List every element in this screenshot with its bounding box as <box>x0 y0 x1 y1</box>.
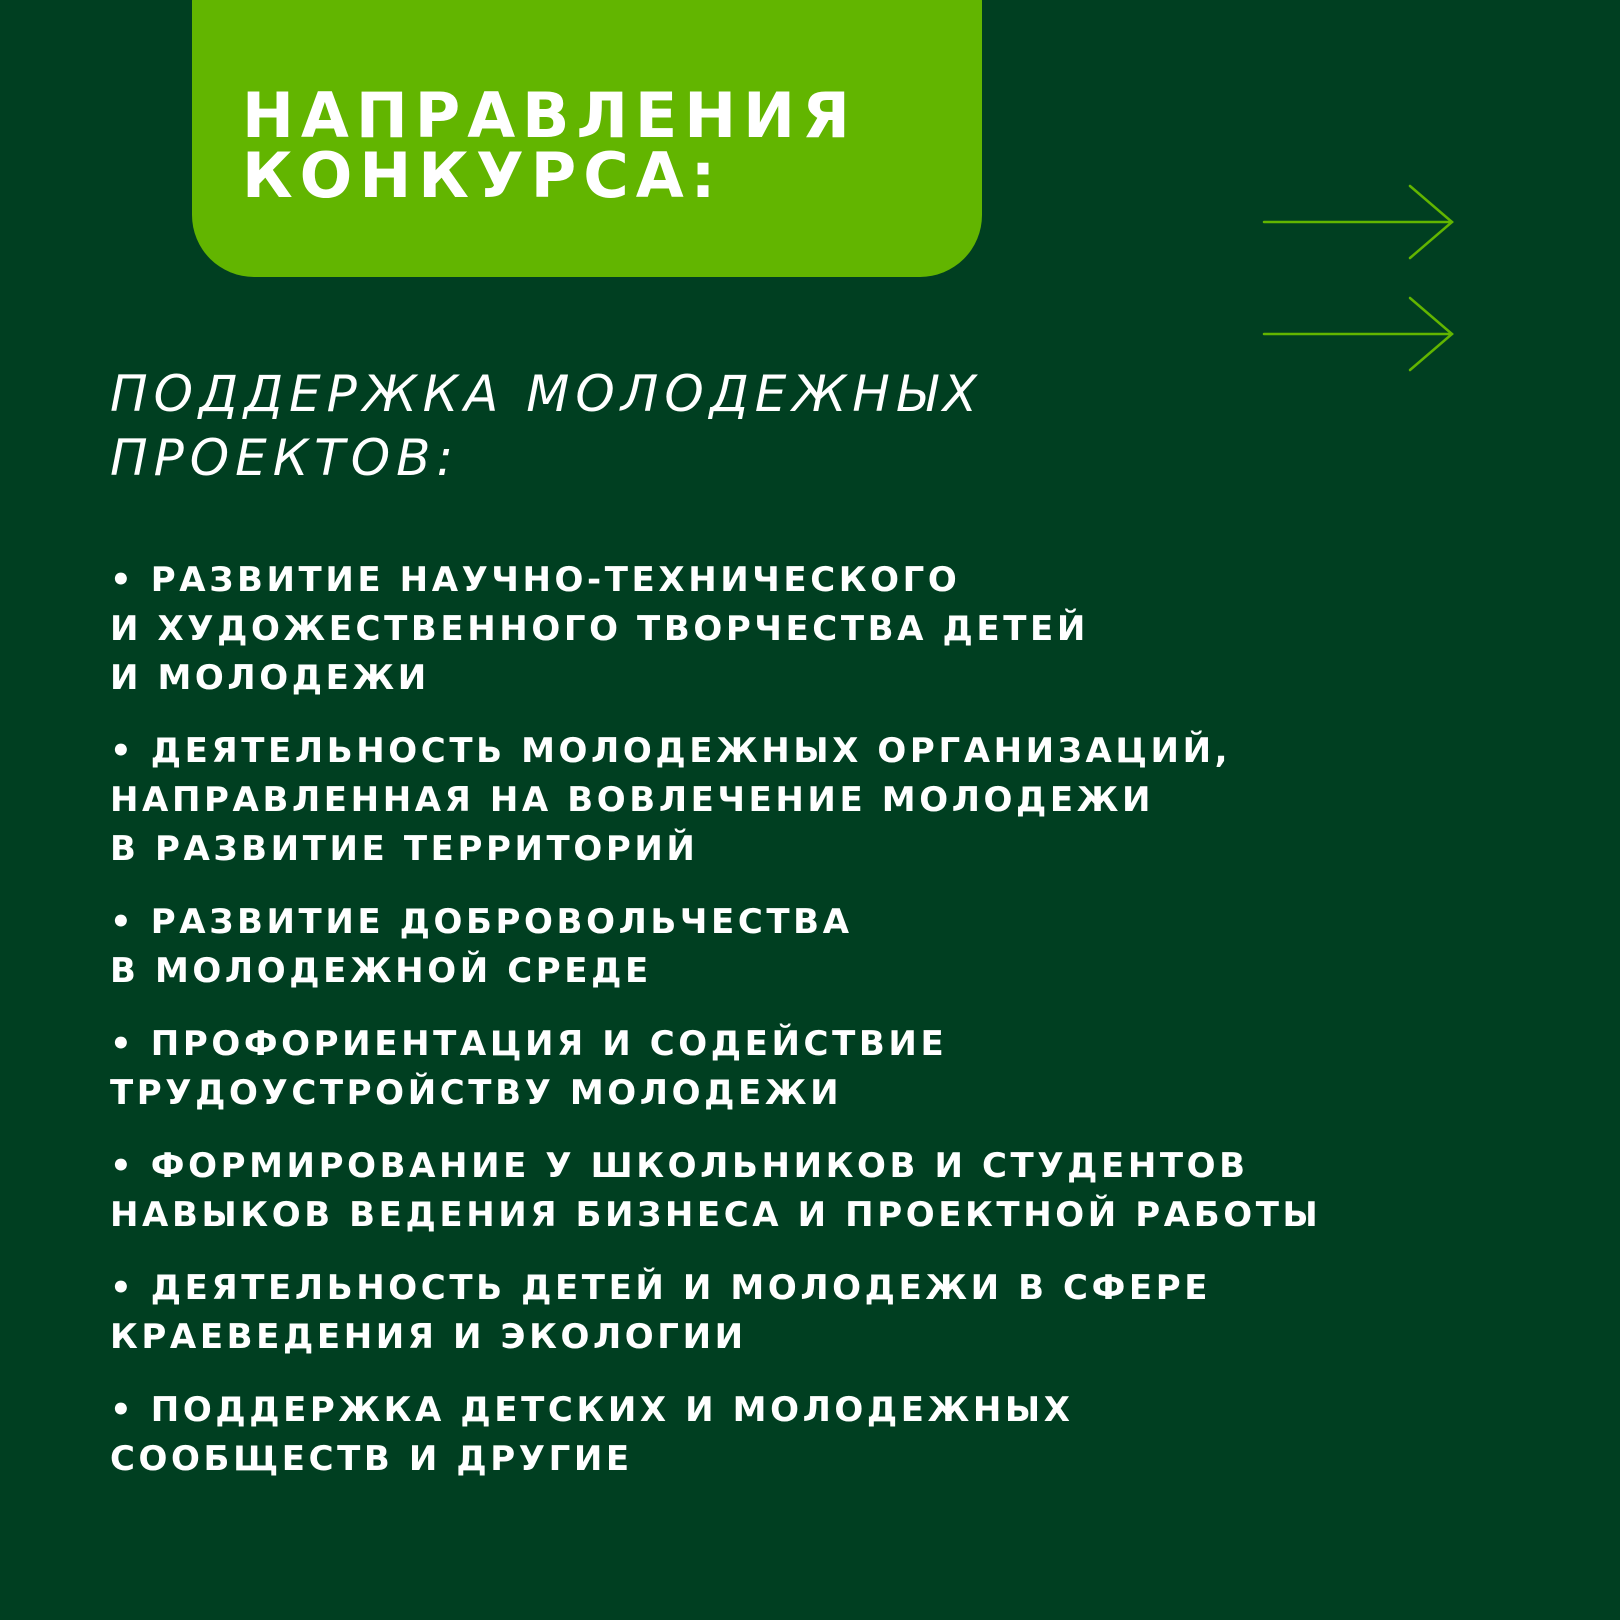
list-item-line: • ДЕЯТЕЛЬНОСТЬ ДЕТЕЙ И МОЛОДЕЖИ В СФЕРЕ <box>110 1268 1212 1308</box>
section-subtitle <box>110 362 983 490</box>
list-item-line: НАВЫКОВ ВЕДЕНИЯ БИЗНЕСА И ПРОЕКТНОЙ РАБОТЫ <box>110 1195 1322 1235</box>
list-item <box>110 727 1321 874</box>
list-item-line: КРАЕВЕДЕНИЯ И ЭКОЛОГИИ <box>110 1317 747 1357</box>
list-item-line: И ХУДОЖЕСТВЕННОГО ТВОРЧЕСТВА ДЕТЕЙ <box>110 609 1089 649</box>
list-item-line: ТРУДОУСТРОЙСТВУ МОЛОДЕЖИ <box>110 1073 843 1113</box>
list-item-line: • ФОРМИРОВАНИЕ У ШКОЛЬНИКОВ И СТУДЕНТОВ <box>110 1146 1249 1186</box>
arrow-right-icon <box>1264 298 1452 370</box>
page-title <box>242 79 857 212</box>
list-item-line: И МОЛОДЕЖИ <box>110 658 430 698</box>
list-item <box>110 1020 1321 1118</box>
section-subtitle-line: ПОДДЕРЖКА МОЛОДЕЖНЫХ <box>110 365 984 423</box>
list-item-line: • ПРОФОРИЕНТАЦИЯ И СОДЕЙСТВИЕ <box>110 1024 948 1064</box>
list-item <box>110 556 1321 703</box>
arrow-right-icon <box>1264 186 1452 258</box>
list-item <box>110 1386 1321 1484</box>
page-title-line: КОНКУРСА: <box>242 139 723 212</box>
arrows-decoration <box>1262 182 1462 372</box>
list-item-line: • РАЗВИТИЕ НАУЧНО-ТЕХНИЧЕСКОГО <box>110 560 961 600</box>
page-title-line: НАПРАВЛЕНИЯ <box>242 79 857 152</box>
list-item-line: СООБЩЕСТВ И ДРУГИЕ <box>110 1439 633 1479</box>
section-subtitle-line: ПРОЕКТОВ: <box>110 429 460 487</box>
list-item-line: • ПОДДЕРЖКА ДЕТСКИХ И МОЛОДЕЖНЫХ <box>110 1390 1074 1430</box>
list-item <box>110 1264 1321 1362</box>
list-item <box>110 1142 1321 1240</box>
list-item-line: • РАЗВИТИЕ ДОБРОВОЛЬЧЕСТВА <box>110 902 853 942</box>
list-item <box>110 898 1321 996</box>
list-item-line: В МОЛОДЕЖНОЙ СРЕДЕ <box>110 951 652 991</box>
directions-list <box>110 556 1321 1508</box>
list-item-line: НАПРАВЛЕННАЯ НА ВОВЛЕЧЕНИЕ МОЛОДЕЖИ <box>110 780 1155 820</box>
list-item-line: • ДЕЯТЕЛЬНОСТЬ МОЛОДЕЖНЫХ ОРГАНИЗАЦИЙ, <box>110 731 1232 771</box>
list-item-line: В РАЗВИТИЕ ТЕРРИТОРИЙ <box>110 829 699 869</box>
